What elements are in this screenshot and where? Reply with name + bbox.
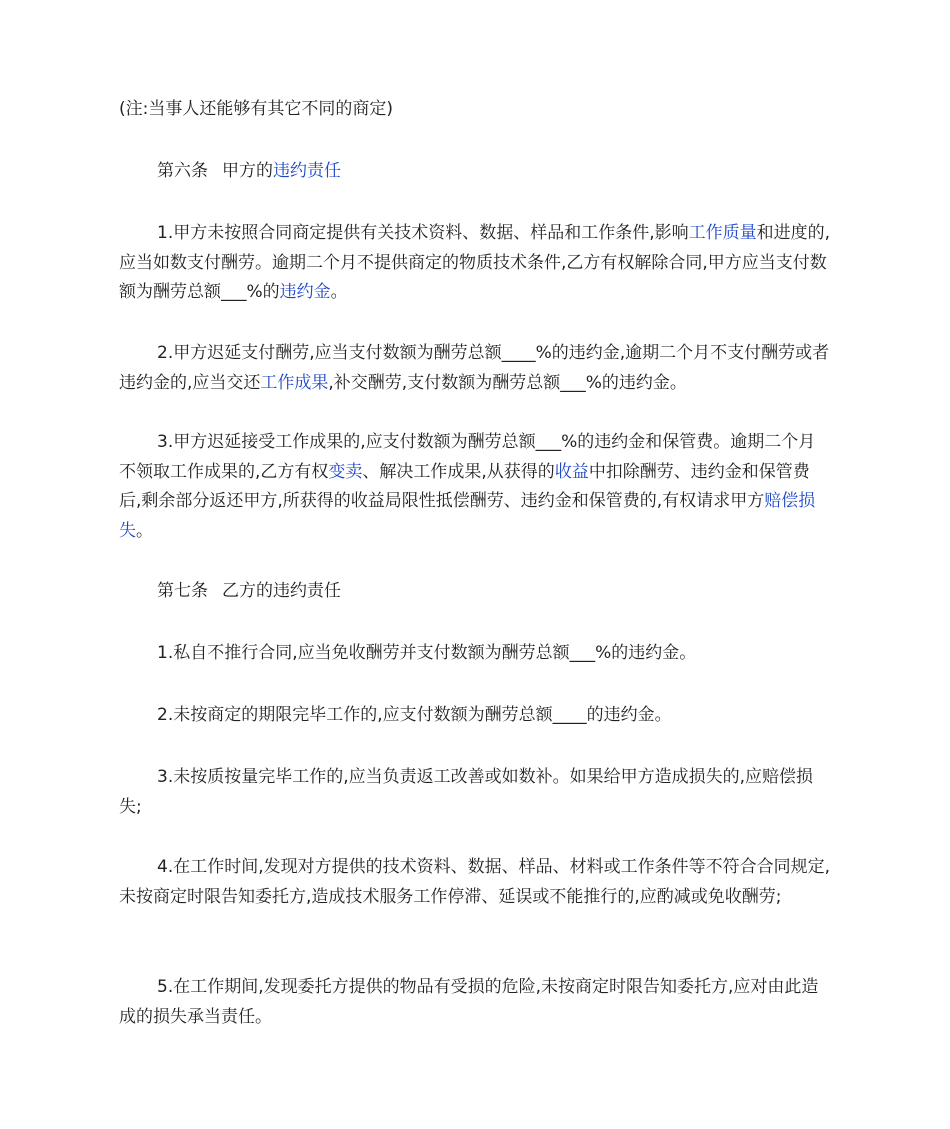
article6-item2: 2.甲方迟延支付酬劳,应当支付数额为酬劳总额____%的违约金,逾期二个月不支付酬劳或者违约金的,应当交还工作成果,补交酬劳,支付数额为酬劳总额___%的违约金。 <box>119 343 830 393</box>
link-sell-off[interactable]: 变卖 <box>328 461 363 482</box>
article6-heading: 第六条 甲方的违约责任 <box>157 161 341 181</box>
link-proceeds[interactable]: 收益 <box>554 461 589 482</box>
article7-item2: 2.未按商定的期限完毕工作的,应支付数额为酬劳总额____的违约金。 <box>157 705 672 725</box>
link-penalty[interactable]: 违约金 <box>279 282 331 302</box>
article7-item4: 4.在工作时间,发现对方提供的技术资料、数据、样品、材料或工作条件等不符合合同规定,未按商定时限告知委托方,造成技术服务工作停滞、延误或不能推行的,应酌减或免收酬劳; <box>119 857 831 907</box>
link-breach-liability[interactable]: 违约责任 <box>273 161 341 181</box>
article7-item5: 5.在工作期间,发现委托方提供的物品有受损的危险,未按商定时限告知委托方,应对由此造成的损失承当责任。 <box>119 977 819 1027</box>
article7-heading: 第七条 乙方的违约责任 <box>157 581 341 601</box>
article6-item1: 1.甲方未按照合同商定提供有关技术资料、数据、样品和工作条件,影响工作质量和进度的,应当如数支付酬劳。逾期二个月不提供商定的物质技术条件,乙方有权解除合同,甲方应当支付数额为酬劳总额___%的违约金。 <box>119 223 831 302</box>
article7-item1: 1.私自不推行合同,应当免收酬劳并支付数额为酬劳总额___%的违约金。 <box>157 643 697 663</box>
article6-item3: 3.甲方迟延接受工作成果的,应支付数额为酬劳总额___%的违约金和保管费。逾期二个月不领取工作成果的,乙方有权变卖、解决工作成果,从获得的收益中扣除酬劳、违约金和保管费后,剩余部分返还甲方,所获得的收益局限性抵偿酬劳、违约金和保管费的,有权请求甲方赔偿损失。 <box>119 432 816 541</box>
link-work-quality[interactable]: 工作质量 <box>688 223 757 243</box>
article7-item3: 3.未按质按量完毕工作的,应当负责返工改善或如数补。如果给甲方造成损失的,应赔偿损失; <box>119 767 814 817</box>
link-work-results[interactable]: 工作成果 <box>260 372 329 393</box>
note-text: (注:当事人还能够有其它不同的商定) <box>119 99 393 119</box>
link-compensation[interactable]: 赔偿损失 <box>119 491 816 541</box>
